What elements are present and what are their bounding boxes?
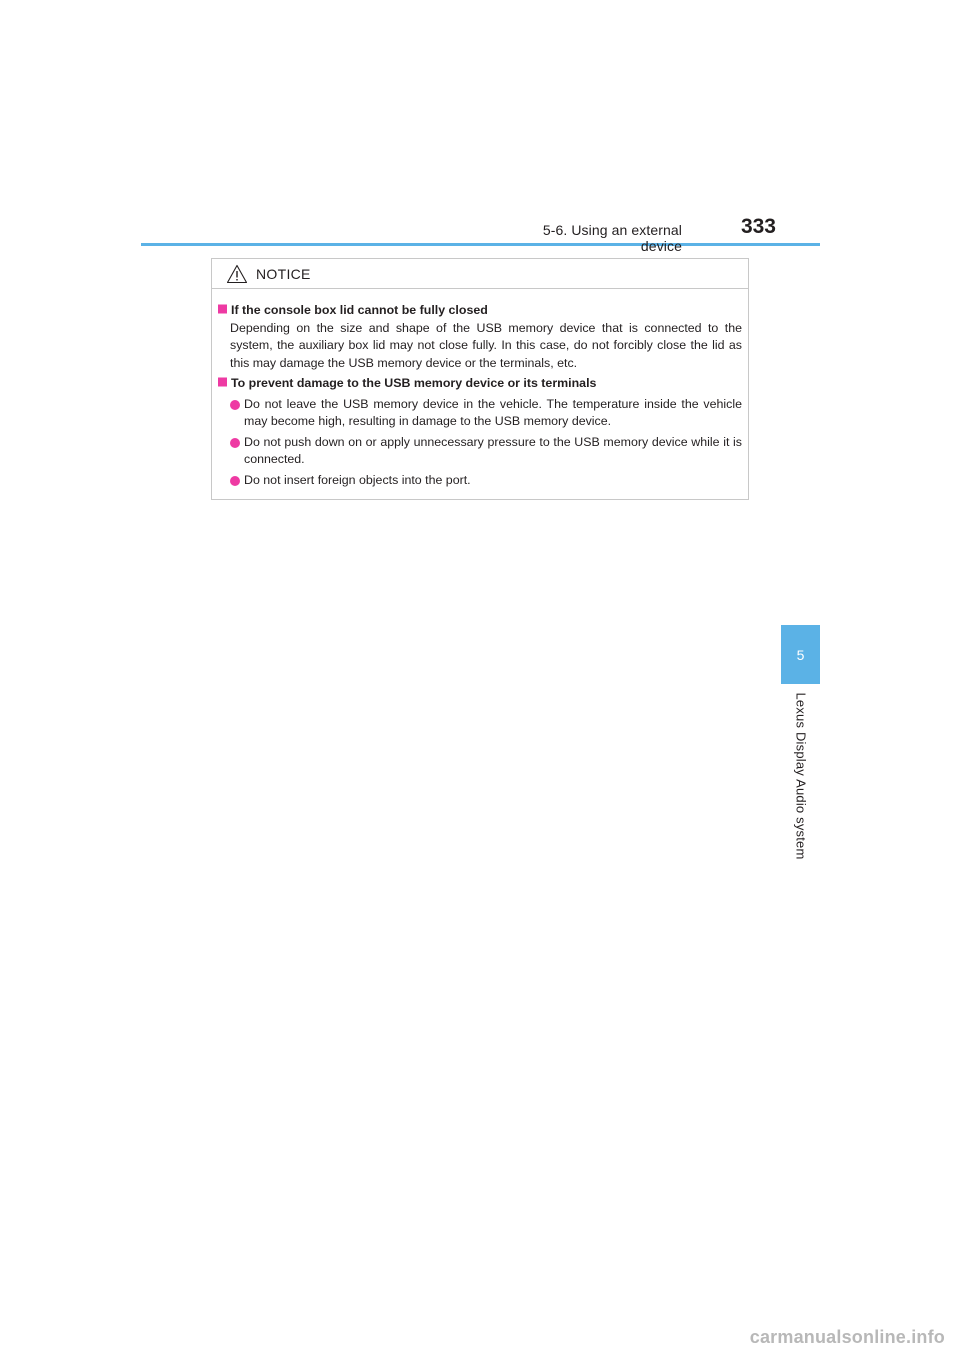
section-heading-text: To prevent damage to the USB memory device or its terminals [231, 376, 597, 390]
list-item-text: Do not leave the USB memory device in the vehicle. The temperature inside the vehicle may become high, resulting in damage to the USB memory device. [244, 396, 742, 428]
notice-box [211, 258, 749, 500]
section-title: 5-6. Using an external device [542, 222, 682, 254]
list-item-text: Do not insert foreign objects into the port. [244, 472, 471, 487]
list-item [218, 396, 742, 431]
notice-label: NOTICE [256, 265, 311, 282]
watermark: carmanualsonline.info [749, 1327, 945, 1347]
section-heading [218, 302, 742, 320]
chapter-number: 5 [796, 646, 805, 663]
list-item-text: Do not push down on or apply unnecessary pressure to the USB memory device while it is connected. [244, 434, 742, 466]
section-heading-text: If the console box lid cannot be fully closed [231, 303, 488, 317]
square-bullet-icon [218, 378, 227, 387]
chapter-label-text: Lexus Display Audio system [793, 692, 809, 860]
notice-body [212, 289, 748, 489]
list-item [218, 472, 742, 490]
list-item [218, 434, 742, 469]
header-rule [141, 243, 820, 246]
section-heading [218, 375, 742, 393]
page-number: 333 [740, 215, 776, 238]
round-bullet-icon [230, 476, 240, 486]
round-bullet-icon [230, 400, 240, 410]
notice-header [212, 259, 748, 289]
chapter-tab [781, 625, 820, 684]
square-bullet-icon [218, 305, 227, 314]
round-bullet-icon [230, 438, 240, 448]
warning-triangle-icon [226, 264, 248, 284]
section-paragraph: Depending on the size and shape of the USB memory device that is connected to the system, the auxiliary box lid may not close fully. In this case, do not forcibly close the lid as this may damage the USB memory device or the terminals, etc. [230, 320, 742, 370]
